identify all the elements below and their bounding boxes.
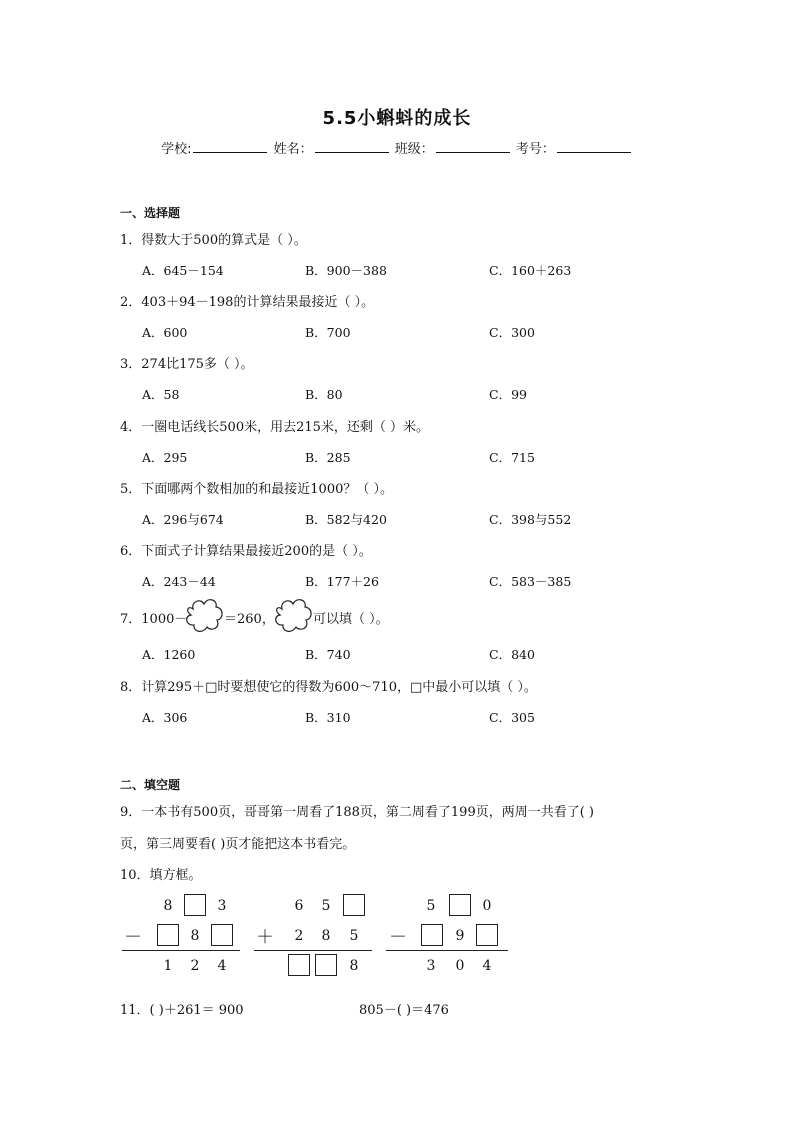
answer-box[interactable] <box>184 894 206 916</box>
section-heading-fill: 二、填空题 <box>120 778 181 792</box>
q3-option-a[interactable]: A．58 <box>142 387 180 402</box>
sum-line <box>254 950 372 951</box>
digit: 8 <box>190 928 200 944</box>
question-11-part2: 805－( )＝476 <box>359 1003 449 1018</box>
student-info-line <box>0 138 794 157</box>
name-label: 姓名： <box>273 142 313 157</box>
q6-option-c[interactable]: C．583－385 <box>489 574 572 589</box>
question-7-part2: ＝260， <box>224 612 275 627</box>
answer-box[interactable] <box>315 954 337 976</box>
digit: 0 <box>455 958 465 974</box>
digit: 8 <box>163 898 173 914</box>
q4-option-c[interactable]: C．715 <box>489 450 535 465</box>
q4-option-a[interactable]: A．295 <box>142 450 188 465</box>
answer-box[interactable] <box>449 894 471 916</box>
q4-option-b[interactable]: B．285 <box>305 450 351 465</box>
question-11-part1: 11．( )＋261＝ 900 <box>120 1003 244 1018</box>
question-3: 3．274比175多（ ）。 <box>120 357 254 372</box>
q8-option-c[interactable]: C．305 <box>489 710 535 725</box>
answer-box[interactable] <box>288 954 310 976</box>
digit: 3 <box>426 958 436 974</box>
answer-box[interactable] <box>421 924 443 946</box>
digit: 8 <box>321 928 331 944</box>
digit: 2 <box>294 928 304 944</box>
q1-option-b[interactable]: B．900－388 <box>305 263 387 278</box>
question-2: 2．403＋94－198的计算结果最接近（ ）。 <box>120 295 375 310</box>
answer-box[interactable] <box>211 924 233 946</box>
digit: 0 <box>482 898 492 914</box>
q6-option-a[interactable]: A．243－44 <box>142 574 216 589</box>
q3-option-c[interactable]: C．99 <box>489 387 527 402</box>
q5-option-c[interactable]: C．398与552 <box>489 512 572 527</box>
cloud-blank-icon <box>183 595 225 635</box>
question-7-part3: 可以填（ ）。 <box>313 612 389 627</box>
sum-line <box>386 950 508 951</box>
digit: 4 <box>217 958 227 974</box>
question-10: 10．填方框。 <box>120 868 202 883</box>
question-6: 6．下面式子计算结果最接近200的是（ ）。 <box>120 544 372 559</box>
q5-option-b[interactable]: B．582与420 <box>305 512 387 527</box>
question-5: 5．下面哪两个数相加的和最接近1000？（ ）。 <box>120 482 393 497</box>
question-9-line2: 页，第三周要看( )页才能把这本书看完。 <box>120 837 356 852</box>
digit: 4 <box>482 958 492 974</box>
school-blank[interactable] <box>193 140 267 153</box>
q2-option-c[interactable]: C．300 <box>489 325 535 340</box>
answer-box[interactable] <box>157 924 179 946</box>
digit: 9 <box>455 928 465 944</box>
question-8: 8．计算295＋□时要想使它的得数为600～710，□中最小可以填（ ）。 <box>120 680 537 695</box>
digit: 5 <box>321 898 331 914</box>
q2-option-b[interactable]: B．700 <box>305 325 351 340</box>
number-label: 考号： <box>515 142 555 157</box>
digit: 5 <box>426 898 436 914</box>
minus-sign: － <box>389 927 407 948</box>
q8-option-a[interactable]: A．306 <box>142 710 188 725</box>
page-title: 5.5小蝌蚪的成长 <box>322 108 472 129</box>
q7-option-a[interactable]: A．1260 <box>142 647 196 662</box>
class-blank[interactable] <box>436 140 510 153</box>
school-label: 学校: <box>161 142 192 157</box>
digit: 6 <box>294 898 304 914</box>
name-blank[interactable] <box>315 140 389 153</box>
section-heading-choice: 一、选择题 <box>120 206 181 220</box>
q8-option-b[interactable]: B．310 <box>305 710 351 725</box>
digit: 3 <box>217 898 227 914</box>
q1-option-c[interactable]: C．160＋263 <box>489 263 572 278</box>
question-7-part1: 7．1000－ <box>120 612 188 627</box>
q7-option-b[interactable]: B．740 <box>305 647 351 662</box>
q7-option-c[interactable]: C．840 <box>489 647 535 662</box>
q2-option-a[interactable]: A．600 <box>142 325 188 340</box>
class-label: 班级： <box>394 142 434 157</box>
plus-sign: ＋ <box>256 927 274 948</box>
digit: 8 <box>349 958 359 974</box>
sum-line <box>122 950 240 951</box>
question-9-line1: 9．一本书有500页，哥哥第一周看了188页，第二周看了199页，两周一共看了( ) <box>120 805 594 820</box>
q6-option-b[interactable]: B．177＋26 <box>305 574 379 589</box>
answer-box[interactable] <box>343 894 365 916</box>
digit: 2 <box>190 958 200 974</box>
answer-box[interactable] <box>476 924 498 946</box>
number-blank[interactable] <box>557 140 631 153</box>
cloud-blank-icon <box>272 595 314 635</box>
q3-option-b[interactable]: B．80 <box>305 387 343 402</box>
question-1: 1．得数大于500的算式是（ ）。 <box>120 233 307 248</box>
question-4: 4．一圈电话线长500米，用去215米，还剩（ ）米。 <box>120 420 430 435</box>
digit: 1 <box>163 958 173 974</box>
q5-option-a[interactable]: A．296与674 <box>142 512 224 527</box>
q1-option-a[interactable]: A．645－154 <box>142 263 224 278</box>
digit: 5 <box>349 928 359 944</box>
minus-sign: － <box>124 927 142 948</box>
